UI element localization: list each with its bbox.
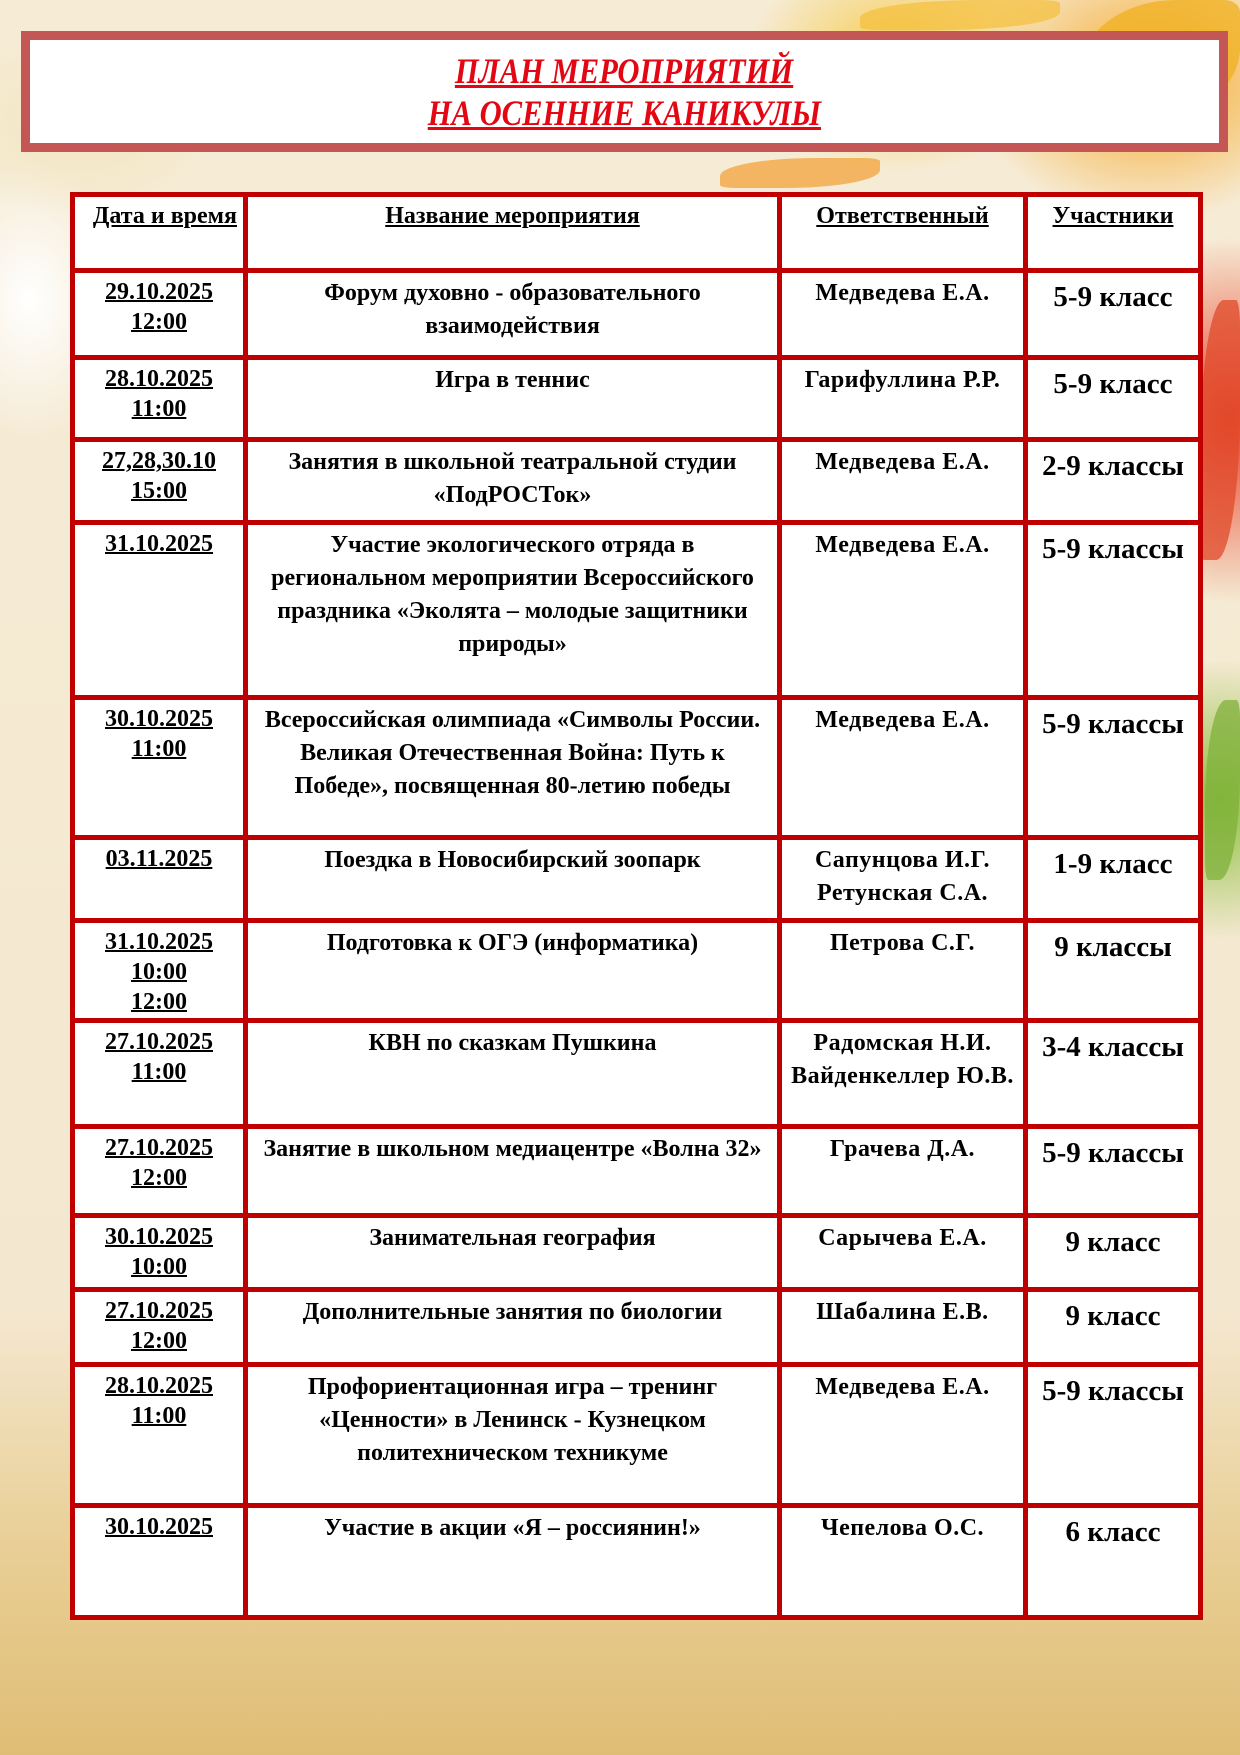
event-time: 15:00 [131,478,187,504]
decorative-leaf [1205,700,1240,880]
event-date: 31.10.2025 [105,929,213,955]
cell-event-name: Занимательная география [246,1216,780,1290]
title-banner [21,31,1228,152]
cell-participants: 5-9 классы [1026,698,1201,838]
events-table [70,192,1203,1620]
table-row [73,271,1201,358]
page-title-line-2: НА ОСЕННИЕ КАНИКУЛЫ [427,92,822,133]
event-time: 11:00 [131,396,187,422]
cell-participants: 3-4 классы [1026,1021,1201,1127]
cell-participants: 5-9 классы [1026,1365,1201,1506]
event-time: 11:00 [131,1059,187,1085]
table-row [73,1021,1201,1127]
cell-participants: 1-9 класс [1026,838,1201,921]
table-row [73,698,1201,838]
cell-responsible: Гарифуллина Р.Р. [780,358,1026,440]
decorative-leaf [860,0,1060,30]
event-date: 27,28,30.10 [102,448,216,474]
event-time: 12:00 [131,989,187,1015]
cell-date [73,1127,246,1216]
event-date: 29.10.2025 [105,279,213,305]
cell-responsible: Чепелова О.С. [780,1506,1026,1618]
cell-responsible: Грачева Д.А. [780,1127,1026,1216]
event-time: 11:00 [131,736,187,762]
cell-event-name: КВН по сказкам Пушкина [246,1021,780,1127]
event-time: 10:00 [131,959,187,985]
decorative-leaf [720,158,880,188]
event-date: 27.10.2025 [105,1135,213,1161]
table-row [73,358,1201,440]
cell-event-name: Всероссийская олимпиада «Символы России. Великая Отечественная Война: Путь к Победе», посвященная 80-летию победы [246,698,780,838]
cell-event-name: Дополнительные занятия по биологии [246,1290,780,1365]
cell-participants: 9 классы [1026,921,1201,1021]
table-row [73,440,1201,523]
cell-event-name: Занятие в школьном медиацентре «Волна 32» [246,1127,780,1216]
table-body [73,271,1201,1618]
cell-date [73,1021,246,1127]
cell-date [73,921,246,1021]
cell-responsible: Медведева Е.А. [780,523,1026,698]
table-row [73,1290,1201,1365]
cell-participants: 5-9 классы [1026,523,1201,698]
title-banner-inner [28,38,1221,145]
cell-date [73,523,246,698]
cell-date [73,1290,246,1365]
cell-date [73,1506,246,1618]
table-row [73,1506,1201,1618]
cell-participants: 5-9 класс [1026,358,1201,440]
cell-responsible: Медведева Е.А. [780,271,1026,358]
cell-responsible: Петрова С.Г. [780,921,1026,1021]
event-time: 12:00 [131,309,187,335]
event-date: 03.11.2025 [105,846,213,872]
decorative-leaf [1200,300,1240,560]
header-responsible: Ответственный [780,195,1026,271]
cell-date [73,358,246,440]
event-date: 31.10.2025 [105,531,213,557]
event-time: 12:00 [131,1328,187,1354]
table-row [73,1127,1201,1216]
header-date: Дата и время [73,195,246,271]
cell-event-name: Форум духовно - образовательного взаимодействия [246,271,780,358]
cell-participants: 9 класс [1026,1216,1201,1290]
cell-participants: 2-9 классы [1026,440,1201,523]
cell-participants: 9 класс [1026,1290,1201,1365]
event-time: 10:00 [131,1254,187,1280]
page-title-line-1: ПЛАН МЕРОПРИЯТИЙ [455,50,794,91]
cell-event-name: Подготовка к ОГЭ (информатика) [246,921,780,1021]
event-date: 30.10.2025 [105,1514,213,1540]
table-row [73,838,1201,921]
cell-date [73,1216,246,1290]
cell-responsible: Медведева Е.А. [780,440,1026,523]
event-date: 30.10.2025 [105,706,213,732]
cell-responsible: Медведева Е.А. [780,698,1026,838]
cell-event-name: Занятия в школьной театральной студии «ПодРОСТок» [246,440,780,523]
cell-date [73,440,246,523]
cell-participants: 6 класс [1026,1506,1201,1618]
table-row [73,921,1201,1021]
header-name: Название мероприятия [246,195,780,271]
cell-date [73,698,246,838]
cell-responsible: Шабалина Е.В. [780,1290,1026,1365]
cell-event-name: Поездка в Новосибирский зоопарк [246,838,780,921]
event-date: 27.10.2025 [105,1298,213,1324]
cell-responsible: Сарычева Е.А. [780,1216,1026,1290]
event-date: 28.10.2025 [105,1373,213,1399]
table-header-row [73,195,1201,271]
event-date: 30.10.2025 [105,1224,213,1250]
table-row [73,523,1201,698]
table-row [73,1365,1201,1506]
cell-responsible: Медведева Е.А. [780,1365,1026,1506]
cell-responsible: Сапунцова И.Г. Ретунская С.А. [780,838,1026,921]
event-time: 12:00 [131,1165,187,1191]
cell-event-name: Участие в акции «Я – россиянин!» [246,1506,780,1618]
cell-participants: 5-9 класс [1026,271,1201,358]
event-date: 28.10.2025 [105,366,213,392]
cell-responsible: Радомская Н.И. Вайденкеллер Ю.В. [780,1021,1026,1127]
cell-date [73,1365,246,1506]
event-time: 11:00 [131,1403,187,1429]
cell-date [73,838,246,921]
cell-event-name: Игра в теннис [246,358,780,440]
cell-event-name: Профориентационная игра – тренинг «Ценности» в Ленинск - Кузнецком политехническом техникуме [246,1365,780,1506]
cell-participants: 5-9 классы [1026,1127,1201,1216]
event-date: 27.10.2025 [105,1029,213,1055]
header-participants: Участники [1026,195,1201,271]
cell-date [73,271,246,358]
cell-event-name: Участие экологического отряда в региональном мероприятии Всероссийского праздника «Эколята – молодые защитники природы» [246,523,780,698]
table-row [73,1216,1201,1290]
